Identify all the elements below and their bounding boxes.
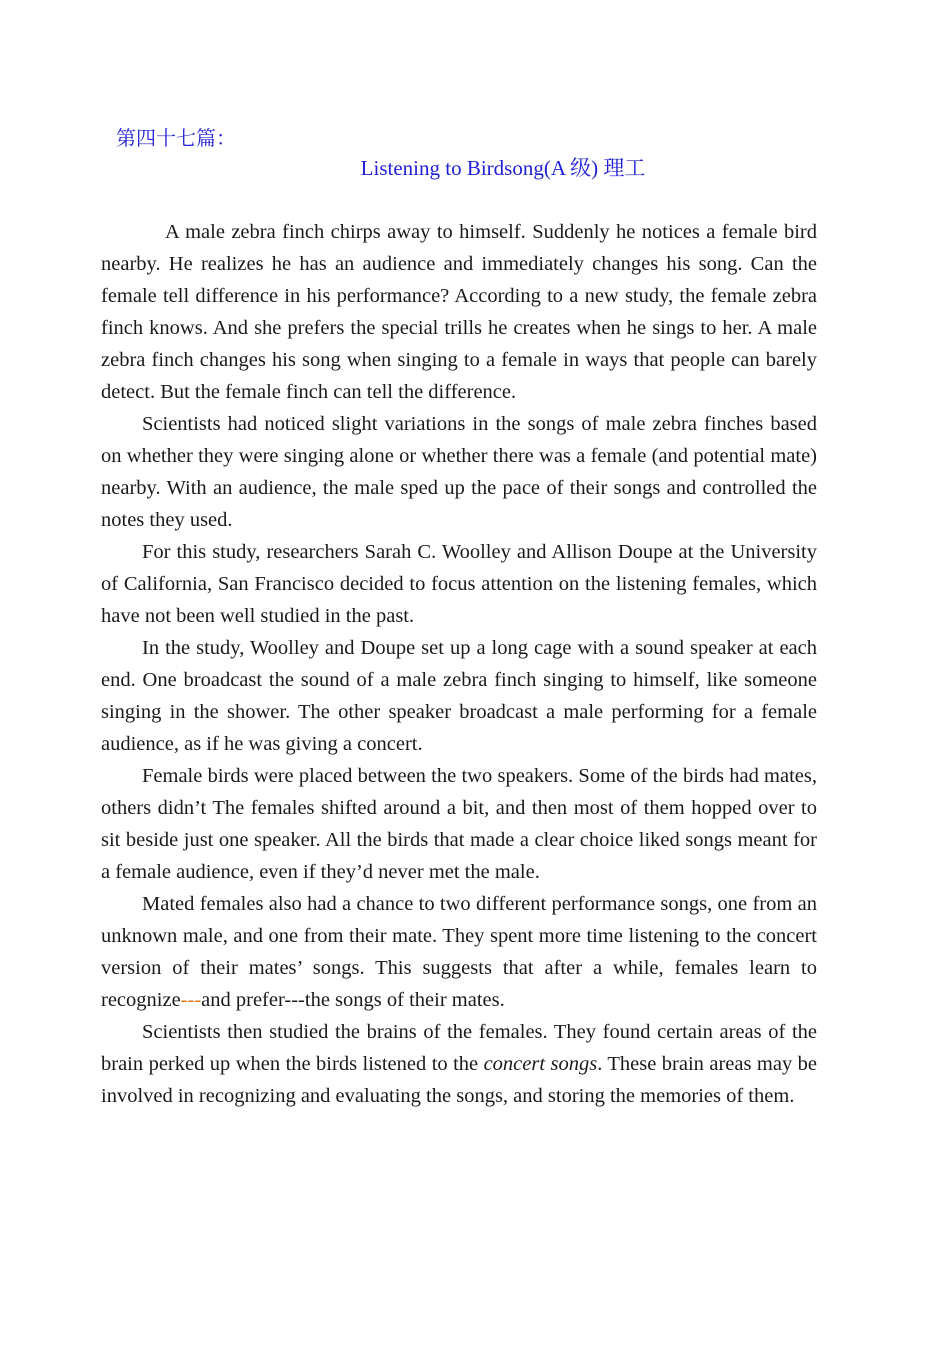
paragraph-7-text-a: Scientists then studied the brains of the females. They found certain areas of the brain perked up when the birds listened to the — [101, 1021, 817, 1075]
paragraph-2: Scientists had noticed slight variations in the songs of male zebra finches based on whether they were singing alone or whether there was a female (and potential mate) nearby. With an audience, the male sped up the pace of their songs and controlled the notes they used. — [101, 413, 817, 531]
paragraph-6-orange-dash: --- — [180, 989, 202, 1011]
paragraph-7 — [101, 1016, 817, 1112]
article-body — [101, 216, 817, 1112]
paragraph-5: Female birds were placed between the two speakers. Some of the birds had mates, others didn’t The females shifted around a bit, and then most of them hopped over to sit beside just one speaker. All the birds that made a clear choice liked songs meant for a female audience, even if they’d never met the male. — [101, 765, 817, 883]
paragraph-6-text-a: Mated females also had a chance to two different performance songs, one from an unknown male, and one from their mate. They spent more time listening to the concert version of their mates’ songs. This suggests that after a while, females learn to recognize — [101, 893, 817, 1011]
paragraph-1: A male zebra finch chirps away to himself. Suddenly he notices a female bird nearby. He realizes he has an audience and immediately changes his song. Can the female tell difference in his performance? According to a new study, the female zebra finch knows. And she prefers the special trills he creates when he sings to her. A male zebra finch changes his song when singing to a female in ways that people can barely detect. But the female finch can tell the difference. — [101, 221, 817, 403]
paragraph-4: In the study, Woolley and Doupe set up a long cage with a sound speaker at each end. One broadcast the sound of a male zebra finch singing to himself, like someone singing in the shower. The other speaker broadcast a male performing for a female audience, as if he was giving a concert. — [101, 637, 817, 755]
paragraph-3: For this study, researchers Sarah C. Woolley and Allison Doupe at the University of California, San Francisco decided to focus attention on the listening females, which have not been well studied in the past. — [101, 541, 817, 627]
paragraph-6 — [101, 888, 817, 1016]
article-number-heading: 第四十七篇： — [116, 126, 236, 150]
paragraph-7-text-b: . These brain areas may be involved in recognizing and evaluating the songs, and storing the memories of them. — [101, 1053, 817, 1107]
paragraph-7-italic-term: concert songs — [483, 1053, 598, 1075]
article-title-text: Listening to Birdsong(A 级) 理工 — [360, 156, 646, 180]
paragraph-6-text-b: and prefer---the songs of their mates. — [201, 989, 505, 1011]
article-title — [0, 152, 952, 182]
